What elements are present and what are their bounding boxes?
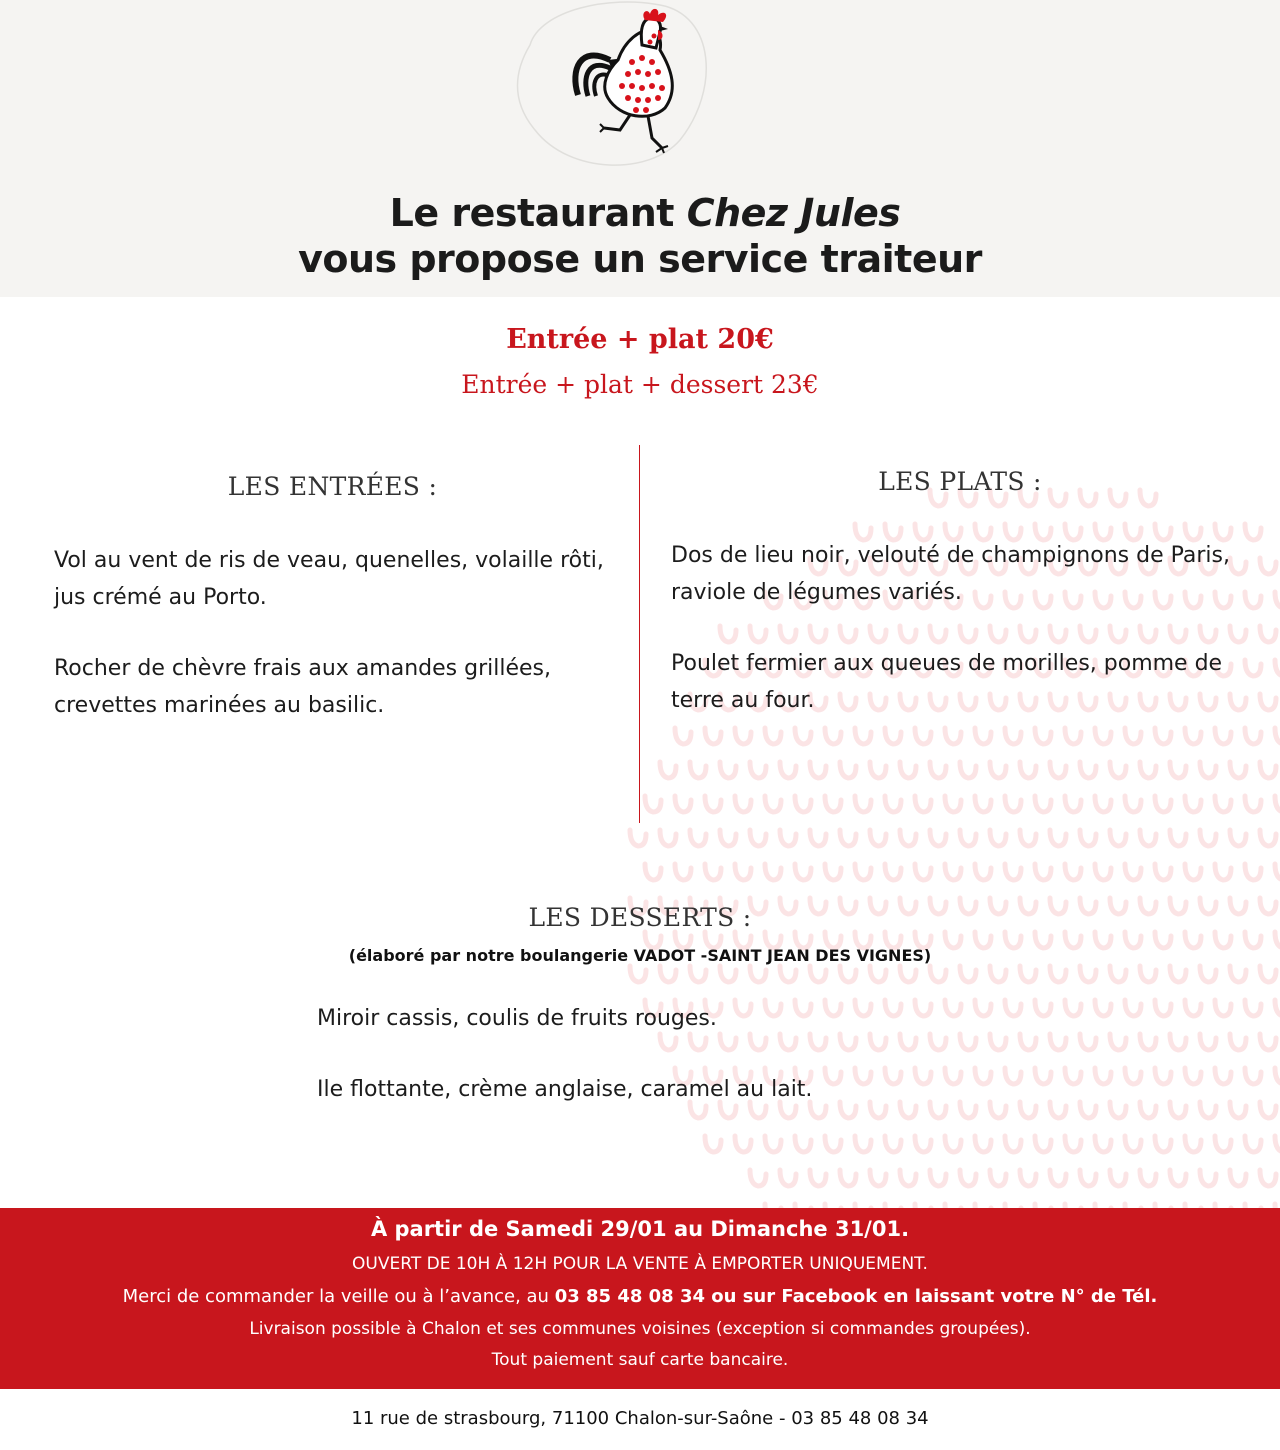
price-formula-1: Entrée + plat 20€ [506,324,774,355]
order-contact: 03 85 48 08 34 ou sur Facebook en laissant votre N° de Tél. [554,1286,1158,1307]
entrees-heading: LES ENTRÉES : [227,472,438,501]
column-divider [639,445,640,823]
title-prefix: Le restaurant [389,191,687,235]
restaurant-name: Chez Jules [686,191,901,235]
desserts-note: (élaboré par notre boulangerie VADOT -SAINT JEAN DES VIGNES) [348,946,932,965]
delivery-line: Livraison possible à Chalon et ses communes voisines (exception si commandes groupées). [249,1319,1031,1339]
plat-item-2: Poulet fermier aux queues de morilles, pomme de terre au four. [671,651,1223,713]
title-subline: vous propose un service traiteur [298,237,982,281]
header [0,0,1280,297]
order-prefix: Merci de commander la veille ou à l’avance, au [122,1286,555,1307]
info-band [0,1208,1280,1389]
payment-line: Tout paiement sauf carte bancaire. [491,1350,789,1370]
hours-line: OUVERT DE 10H À 12H POUR LA VENTE À EMPORTER UNIQUEMENT. [352,1254,928,1274]
entree-item-2: Rocher de chèvre frais aux amandes grillées, crevettes marinées au basilic. [54,656,551,718]
plat-item-1: Dos de lieu noir, velouté de champignons de Paris, raviole de légumes variés. [671,543,1230,605]
page-title [0,190,1280,282]
order-line [0,1286,1280,1307]
plats-heading: LES PLATS : [878,467,1042,496]
dessert-item-2: Ile flottante, crème anglaise, caramel au lait. [317,1077,813,1102]
dates-line: À partir de Samedi 29/01 au Dimanche 31/01. [370,1217,910,1241]
address-line: 11 rue de strasbourg, 71100 Chalon-sur-Saône - 03 85 48 08 34 [351,1408,929,1429]
rooster-icon [500,0,730,175]
desserts-heading: LES DESSERTS : [528,903,752,932]
entree-item-1: Vol au vent de ris de veau, quenelles, volaille rôti, jus crémé au Porto. [54,548,604,610]
dessert-item-1: Miroir cassis, coulis de fruits rouges. [317,1006,717,1031]
price-formula-2: Entrée + plat + dessert 23€ [461,370,819,399]
